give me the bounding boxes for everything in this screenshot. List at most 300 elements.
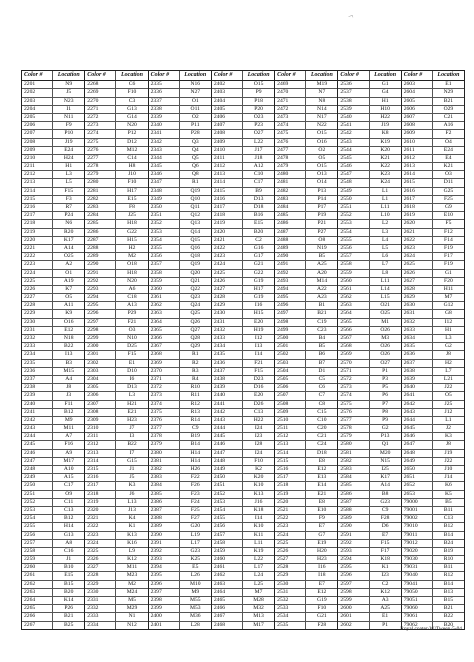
location-cell: G20	[190, 523, 201, 530]
location-cell: H11	[443, 285, 454, 292]
location-cell: D16	[253, 384, 264, 391]
location-cell: O29	[443, 105, 454, 112]
table-row	[275, 270, 337, 278]
location-cell: Q13	[190, 220, 201, 227]
color-number-cell: 2423	[212, 253, 243, 260]
color-number-cell: 2461	[212, 564, 243, 571]
color-number-cell: 2205	[22, 114, 53, 121]
location-cell: A8	[65, 539, 73, 546]
location-cell: N17	[317, 113, 327, 120]
color-number-cell: 2506	[275, 384, 306, 391]
color-number-cell: 2402	[212, 81, 243, 88]
table-row	[338, 196, 400, 204]
color-number-cell: 2509	[275, 409, 306, 416]
color-number-cell: 2638	[402, 368, 433, 375]
color-number-cell: 2652	[402, 482, 433, 489]
color-number-cell: 2250	[22, 482, 53, 489]
table-row	[402, 302, 464, 310]
location-cell: J14	[444, 474, 453, 481]
location-cell: F15	[64, 187, 74, 194]
table-row	[275, 622, 337, 629]
location-cell: E19	[317, 539, 327, 546]
location-cell: H10	[380, 105, 390, 112]
color-number-cell: 2323	[85, 532, 116, 539]
table-row	[85, 532, 147, 540]
location-cell: A6	[128, 285, 136, 292]
location-cell: K11	[253, 531, 264, 538]
header-color-number: Color #	[149, 71, 180, 80]
color-number-cell: 2539	[338, 106, 369, 113]
table-row	[338, 163, 400, 171]
table-row	[212, 212, 274, 220]
table-row	[22, 499, 84, 507]
color-number-cell: 2522	[275, 515, 306, 522]
location-cell: Q19	[190, 187, 201, 194]
table-row	[85, 147, 147, 155]
location-cell: G15	[127, 457, 137, 464]
table-row	[275, 139, 337, 147]
table-row	[85, 482, 147, 490]
location-cell: N29	[443, 89, 454, 96]
color-number-cell: 2202	[22, 89, 53, 96]
color-number-cell: 2431	[212, 319, 243, 326]
location-cell: Q10	[190, 195, 201, 202]
table-row	[275, 310, 337, 318]
location-cell: C21	[317, 433, 327, 440]
color-number-cell: 2300	[85, 343, 116, 350]
table-row	[338, 540, 400, 548]
color-number-cell: 2495	[275, 294, 306, 301]
table-row	[402, 343, 464, 351]
location-cell: N22	[317, 122, 327, 129]
table-row	[338, 188, 400, 196]
table-row	[85, 466, 147, 474]
table-row	[22, 302, 84, 310]
location-cell: K24	[380, 179, 390, 186]
color-number-cell: 2451	[212, 482, 243, 489]
location-cell: P10	[64, 130, 74, 137]
table-row	[85, 450, 147, 458]
color-number-cell: 2438	[212, 376, 243, 383]
color-number-cell: 2631	[402, 310, 433, 317]
color-number-cell: 2525	[275, 540, 306, 547]
color-number-cell: 2514	[275, 450, 306, 457]
table-row	[85, 499, 147, 507]
location-cell: K8	[381, 130, 389, 137]
color-number-cell: 2273	[85, 122, 116, 129]
color-number-cell: 2238	[22, 384, 53, 391]
color-number-cell: 2557	[338, 253, 369, 260]
location-cell: A14	[63, 244, 74, 251]
color-number-cell: 2357	[149, 261, 180, 268]
location-cell: K3	[444, 433, 452, 440]
color-number-cell: 2260	[22, 564, 53, 571]
location-cell: O15	[317, 163, 327, 170]
color-number-cell: 2263	[22, 589, 53, 596]
location-cell: B11	[443, 506, 453, 513]
color-number-cell: 2372	[149, 384, 180, 391]
table-row	[22, 605, 84, 613]
location-cell: L9	[128, 547, 136, 554]
table-row	[212, 261, 274, 269]
table-row	[275, 171, 337, 179]
table-row	[212, 507, 274, 515]
location-cell: B10	[64, 564, 74, 571]
table-row	[338, 523, 400, 531]
location-cell: K1	[381, 564, 389, 571]
color-number-cell: 2290	[85, 261, 116, 268]
table-row	[22, 114, 84, 122]
location-cell: F10	[127, 179, 137, 186]
table-row	[85, 179, 147, 187]
location-cell: P12	[127, 130, 137, 137]
color-number-cell: 2342	[149, 139, 180, 146]
location-cell: L22	[254, 138, 264, 145]
table-row	[275, 212, 337, 220]
header-location: Location	[247, 72, 270, 78]
header-color-number: Color #	[275, 71, 306, 80]
color-number-cell: 2447	[212, 450, 243, 457]
location-cell: L13	[127, 498, 137, 505]
location-cell: M9	[191, 588, 200, 595]
color-number-cell: 79012	[402, 540, 433, 547]
table-row	[149, 572, 211, 580]
location-cell: J10	[444, 466, 453, 472]
table-row	[149, 597, 211, 605]
color-number-cell: 2213	[22, 179, 53, 186]
location-cell: R3	[192, 367, 199, 374]
table-row	[402, 310, 464, 318]
location-cell: M11	[63, 425, 74, 432]
color-number-cell: 79011	[402, 532, 433, 539]
header-location: Location	[437, 72, 460, 78]
color-number-cell: 2395	[149, 572, 180, 579]
table-row	[149, 302, 211, 310]
location-cell: B24	[443, 539, 454, 546]
table-column-1	[22, 71, 85, 630]
color-number-cell: 2607	[402, 114, 433, 121]
location-cell: G13	[127, 105, 137, 112]
color-number-cell: 2490	[275, 253, 306, 260]
table-row	[149, 196, 211, 204]
location-cell: C18	[127, 294, 137, 301]
table-row	[212, 384, 274, 392]
location-cell: M13	[253, 613, 264, 620]
location-cell: P26	[64, 605, 74, 612]
color-number-cell: 2367	[149, 343, 180, 350]
location-cell: K17	[63, 236, 74, 243]
table-row	[402, 532, 464, 540]
location-cell: K21	[380, 154, 390, 161]
location-cell: B5	[318, 343, 326, 350]
color-number-cell: 2286	[85, 229, 116, 236]
color-number-cell: 2591	[338, 532, 369, 539]
location-cell: J1	[129, 466, 135, 472]
table-row	[338, 564, 400, 572]
color-number-cell: 2280	[85, 179, 116, 186]
table-row	[22, 294, 84, 302]
table-row	[275, 89, 337, 97]
table-row	[85, 417, 147, 425]
table-row	[275, 499, 337, 507]
location-cell: I16	[318, 564, 326, 571]
table-row	[22, 597, 84, 605]
table-row	[149, 441, 211, 449]
location-cell: J5	[129, 474, 135, 481]
table-row	[85, 613, 147, 621]
location-cell: J8	[445, 351, 451, 358]
color-number-cell: 2491	[275, 261, 306, 268]
location-cell: J7	[129, 425, 135, 432]
location-cell: I7	[129, 449, 135, 456]
table-row	[402, 204, 464, 212]
color-number-cell: 2220	[22, 237, 53, 244]
color-number-cell: 2425	[212, 270, 243, 277]
location-cell: G2	[444, 343, 452, 350]
color-number-cell: 2417	[212, 204, 243, 211]
column-header	[149, 71, 211, 81]
table-row	[22, 589, 84, 597]
color-number-cell: 2212	[22, 171, 53, 178]
color-number-cell: 2304	[85, 376, 116, 383]
color-number-cell: 2603	[402, 81, 433, 88]
color-number-cell: 2268	[85, 81, 116, 88]
table-row	[85, 245, 147, 253]
color-number-cell: 2296	[85, 310, 116, 317]
color-number-cell: 2278	[85, 163, 116, 170]
color-number-cell: 2478	[275, 155, 306, 162]
table-column-2	[85, 71, 148, 630]
location-cell: J25	[128, 212, 136, 219]
location-cell: K13	[253, 490, 264, 497]
location-cell: D11	[443, 179, 454, 186]
color-number-cell: 2310	[85, 425, 116, 432]
location-cell: R1	[192, 351, 199, 358]
table-row	[85, 319, 147, 327]
table-row	[212, 130, 274, 138]
location-cell: Q4	[191, 146, 199, 153]
table-row	[22, 163, 84, 171]
table-row	[22, 450, 84, 458]
table-row	[149, 327, 211, 335]
location-cell: I28	[254, 441, 263, 448]
color-number-cell: 2281	[85, 188, 116, 195]
header-location: Location	[120, 72, 143, 78]
color-number-cell: 2572	[338, 376, 369, 383]
location-cell: K4	[128, 515, 136, 522]
color-number-cell: 2424	[212, 261, 243, 268]
location-cell: K5	[444, 490, 452, 497]
table-row	[402, 556, 464, 564]
color-number-cell: 2325	[85, 548, 116, 555]
color-number-cell: 2626	[402, 270, 433, 277]
table-row	[212, 147, 274, 155]
table-row	[22, 515, 84, 523]
color-number-cell: 2223	[22, 261, 53, 268]
color-number-cell: 2503	[275, 360, 306, 367]
location-cell: F26	[190, 482, 200, 489]
location-cell: P17	[317, 204, 327, 210]
color-number-cell: 2203	[22, 98, 53, 105]
location-cell: N19	[317, 244, 327, 251]
color-number-cell: 2634	[402, 335, 433, 342]
table-row	[22, 474, 84, 482]
location-cell: B12	[443, 523, 454, 530]
location-cell: H14	[190, 457, 201, 464]
location-cell: I12	[444, 318, 453, 325]
color-number-cell: 2468	[212, 622, 243, 629]
color-number-cell: 2258	[22, 548, 53, 555]
table-row	[275, 540, 337, 548]
location-cell: B22	[64, 343, 74, 350]
color-number-cell: 2569	[338, 351, 369, 358]
table-row	[402, 548, 464, 556]
table-row	[402, 360, 464, 368]
location-cell: J25	[444, 400, 453, 407]
table-row	[149, 474, 211, 482]
location-cell: E15	[254, 220, 264, 227]
table-row	[338, 392, 400, 400]
color-number-cell: 2510	[275, 417, 306, 424]
color-number-cell: 2412	[212, 163, 243, 170]
table-row	[338, 548, 400, 556]
color-number-cell: 2645	[402, 425, 433, 432]
location-cell: K25	[190, 556, 201, 563]
location-cell: N20	[127, 122, 137, 129]
table-row	[402, 155, 464, 163]
color-number-cell: 2643	[402, 409, 433, 416]
location-cell: C23	[317, 326, 327, 333]
table-row	[402, 613, 464, 621]
location-cell: E12	[64, 326, 74, 333]
location-cell: P29	[127, 310, 137, 317]
table-row	[338, 515, 400, 523]
color-number-cell: 2556	[338, 245, 369, 252]
table-row	[149, 589, 211, 597]
location-cell: J6	[129, 490, 135, 497]
color-number-cell: 2463	[212, 581, 243, 588]
location-cell: N15	[380, 457, 390, 464]
location-cell: A16	[443, 122, 454, 129]
table-row	[402, 605, 464, 613]
location-cell: L10	[380, 212, 390, 219]
location-cell: P6	[382, 392, 389, 399]
color-number-cell: 2317	[85, 482, 116, 489]
location-cell: A12	[253, 163, 264, 170]
table-row	[402, 466, 464, 474]
location-cell: E1	[445, 81, 452, 88]
table-row	[338, 179, 400, 187]
location-cell: H26	[190, 466, 201, 472]
table-row	[85, 441, 147, 449]
table-row	[149, 491, 211, 499]
table-row	[149, 507, 211, 515]
table-row	[212, 540, 274, 548]
table-row	[212, 343, 274, 351]
table-row	[212, 564, 274, 572]
table-row	[275, 597, 337, 605]
table-row	[22, 466, 84, 474]
color-number-cell: 2623	[402, 245, 433, 252]
location-cell: J19	[381, 122, 390, 129]
color-number-cell: 2267	[22, 622, 53, 629]
table-row	[212, 515, 274, 523]
table-row	[22, 351, 84, 359]
color-number-cell: 2535	[275, 622, 306, 629]
location-cell: O1	[191, 97, 199, 104]
color-number-cell: 2494	[275, 286, 306, 293]
color-number-cell: 2276	[85, 147, 116, 154]
location-cell: A13	[127, 302, 137, 309]
table-row	[149, 130, 211, 138]
location-cell: F21	[254, 359, 263, 366]
location-cell: G4	[381, 89, 389, 96]
color-number-cell: 2488	[275, 237, 306, 244]
color-number-cell: 2644	[402, 417, 433, 424]
color-number-cell: 2598	[338, 589, 369, 596]
location-cell: B20	[253, 228, 264, 235]
location-cell: A22	[317, 285, 327, 292]
table-row	[402, 581, 464, 589]
color-number-cell: 2476	[275, 139, 306, 146]
table-row	[149, 98, 211, 106]
location-cell: A3	[381, 597, 389, 603]
color-number-cell: 2409	[212, 139, 243, 146]
color-number-cell: 2606	[402, 106, 433, 113]
location-cell: J22	[444, 384, 453, 391]
color-location-table	[21, 70, 465, 630]
table-row	[212, 368, 274, 376]
table-row	[338, 401, 400, 409]
location-cell: E13	[317, 474, 327, 481]
table-row	[22, 507, 84, 515]
color-number-cell: 2406	[212, 114, 243, 121]
table-row	[212, 245, 274, 253]
color-number-cell: 2404	[212, 98, 243, 105]
location-cell: G12	[443, 302, 454, 309]
location-cell: P7	[382, 400, 389, 407]
color-number-cell: 2371	[149, 376, 180, 383]
table-row	[275, 229, 337, 237]
location-cell: J1	[66, 556, 72, 563]
color-number-cell: 2361	[149, 294, 180, 301]
color-number-cell: 2348	[149, 188, 180, 195]
location-cell: B20	[443, 621, 454, 628]
color-number-cell: 2379	[149, 441, 180, 448]
table-row	[212, 89, 274, 97]
table-row	[402, 278, 464, 286]
table-row	[85, 310, 147, 318]
location-cell: M20	[379, 449, 391, 456]
location-cell: O4	[444, 138, 452, 145]
location-cell: C6	[318, 384, 326, 391]
color-number-cell: 2368	[149, 351, 180, 358]
column-header	[212, 71, 274, 81]
table-row	[275, 589, 337, 597]
location-cell: L8	[382, 269, 389, 276]
location-cell: C13	[443, 515, 454, 522]
location-cell: D1	[318, 367, 326, 374]
table-row	[338, 556, 400, 564]
color-number-cell: 2562	[338, 294, 369, 301]
location-cell: O23	[253, 113, 264, 120]
table-row	[149, 188, 211, 196]
color-number-cell: 2551	[338, 204, 369, 211]
color-number-cell: 2458	[212, 540, 243, 547]
table-row	[149, 425, 211, 433]
color-number-cell: 2259	[22, 556, 53, 563]
color-number-cell: 2452	[212, 491, 243, 498]
